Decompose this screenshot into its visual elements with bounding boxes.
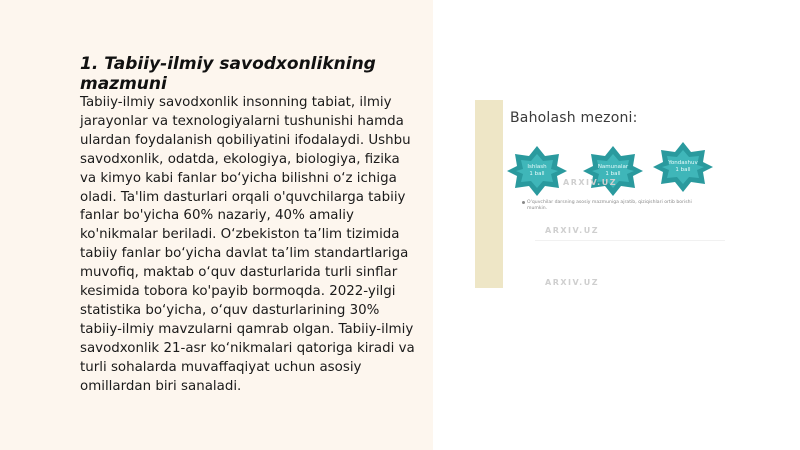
star-label: Ishlash 1 ball: [527, 164, 547, 177]
slide-body-text: Tabiiy-ilmiy savodxonlik insonning tabiat, ilmiy jarayonlar va texnologiyalarni tushunishi hamda ulardan foydalanish qobiliyatini ifodalaydi. Ushbu savodxonlik, odatda, ekologiya, biologiya, fizika va kimyo kabi fanlar bo‘yicha bilishni o‘z ichiga oladi. Ta'lim dasturlari orqali o'quvchilarga tabiiy fanlar bo'yicha 60% nazariy, 40% amaliy ko'nikmalar beriladi. O‘zbekiston ta’lim tizimida tabiiy fanlar bo‘yicha davlat ta’lim standartlariga muvofiq, maktab o‘quv dasturlarida turli sinflar kesimida tobora ko'payib bormoqda. 2022-yilgi statistika bo‘yicha, o‘quv dasturlarining 30% tabiiy-ilmiy mavzularni qamrab olgan. Tabiiy-ilmiy savodxonlik 21-asr ko‘nikmalari qatoriga kiradi va turli sohalarda muvaffaqiyat uchun asosiy omillardan biri sanaladi.: [80, 95, 415, 394]
criteria-star-3: [651, 140, 715, 194]
faint-divider: [535, 240, 725, 241]
criteria-star-1: [505, 144, 569, 198]
bullet-dot-icon: [522, 201, 525, 204]
slide-title: 1. Tabiiy-ilmiy savodxonlikning mazmuni: [80, 54, 376, 94]
embedded-slide-image: [475, 100, 730, 288]
criteria-star-2: [581, 144, 645, 198]
embedded-title: Baholash mezoni:: [510, 110, 638, 126]
watermark-1: ARXIV.UZ: [563, 178, 617, 187]
embedded-bullet-text: O'quvchilar darsning asosiy mazmuniga ajratib, qiziqishlari ortib borishi mumkin.: [527, 200, 692, 211]
star-label: Yondashuv 1 ball: [668, 160, 698, 173]
watermark-3: ARXIV.UZ: [545, 278, 599, 287]
watermark-2: ARXIV.UZ: [545, 226, 599, 235]
embedded-side-strip: [475, 100, 503, 288]
star-label: Namunalar 1 ball: [597, 164, 629, 177]
